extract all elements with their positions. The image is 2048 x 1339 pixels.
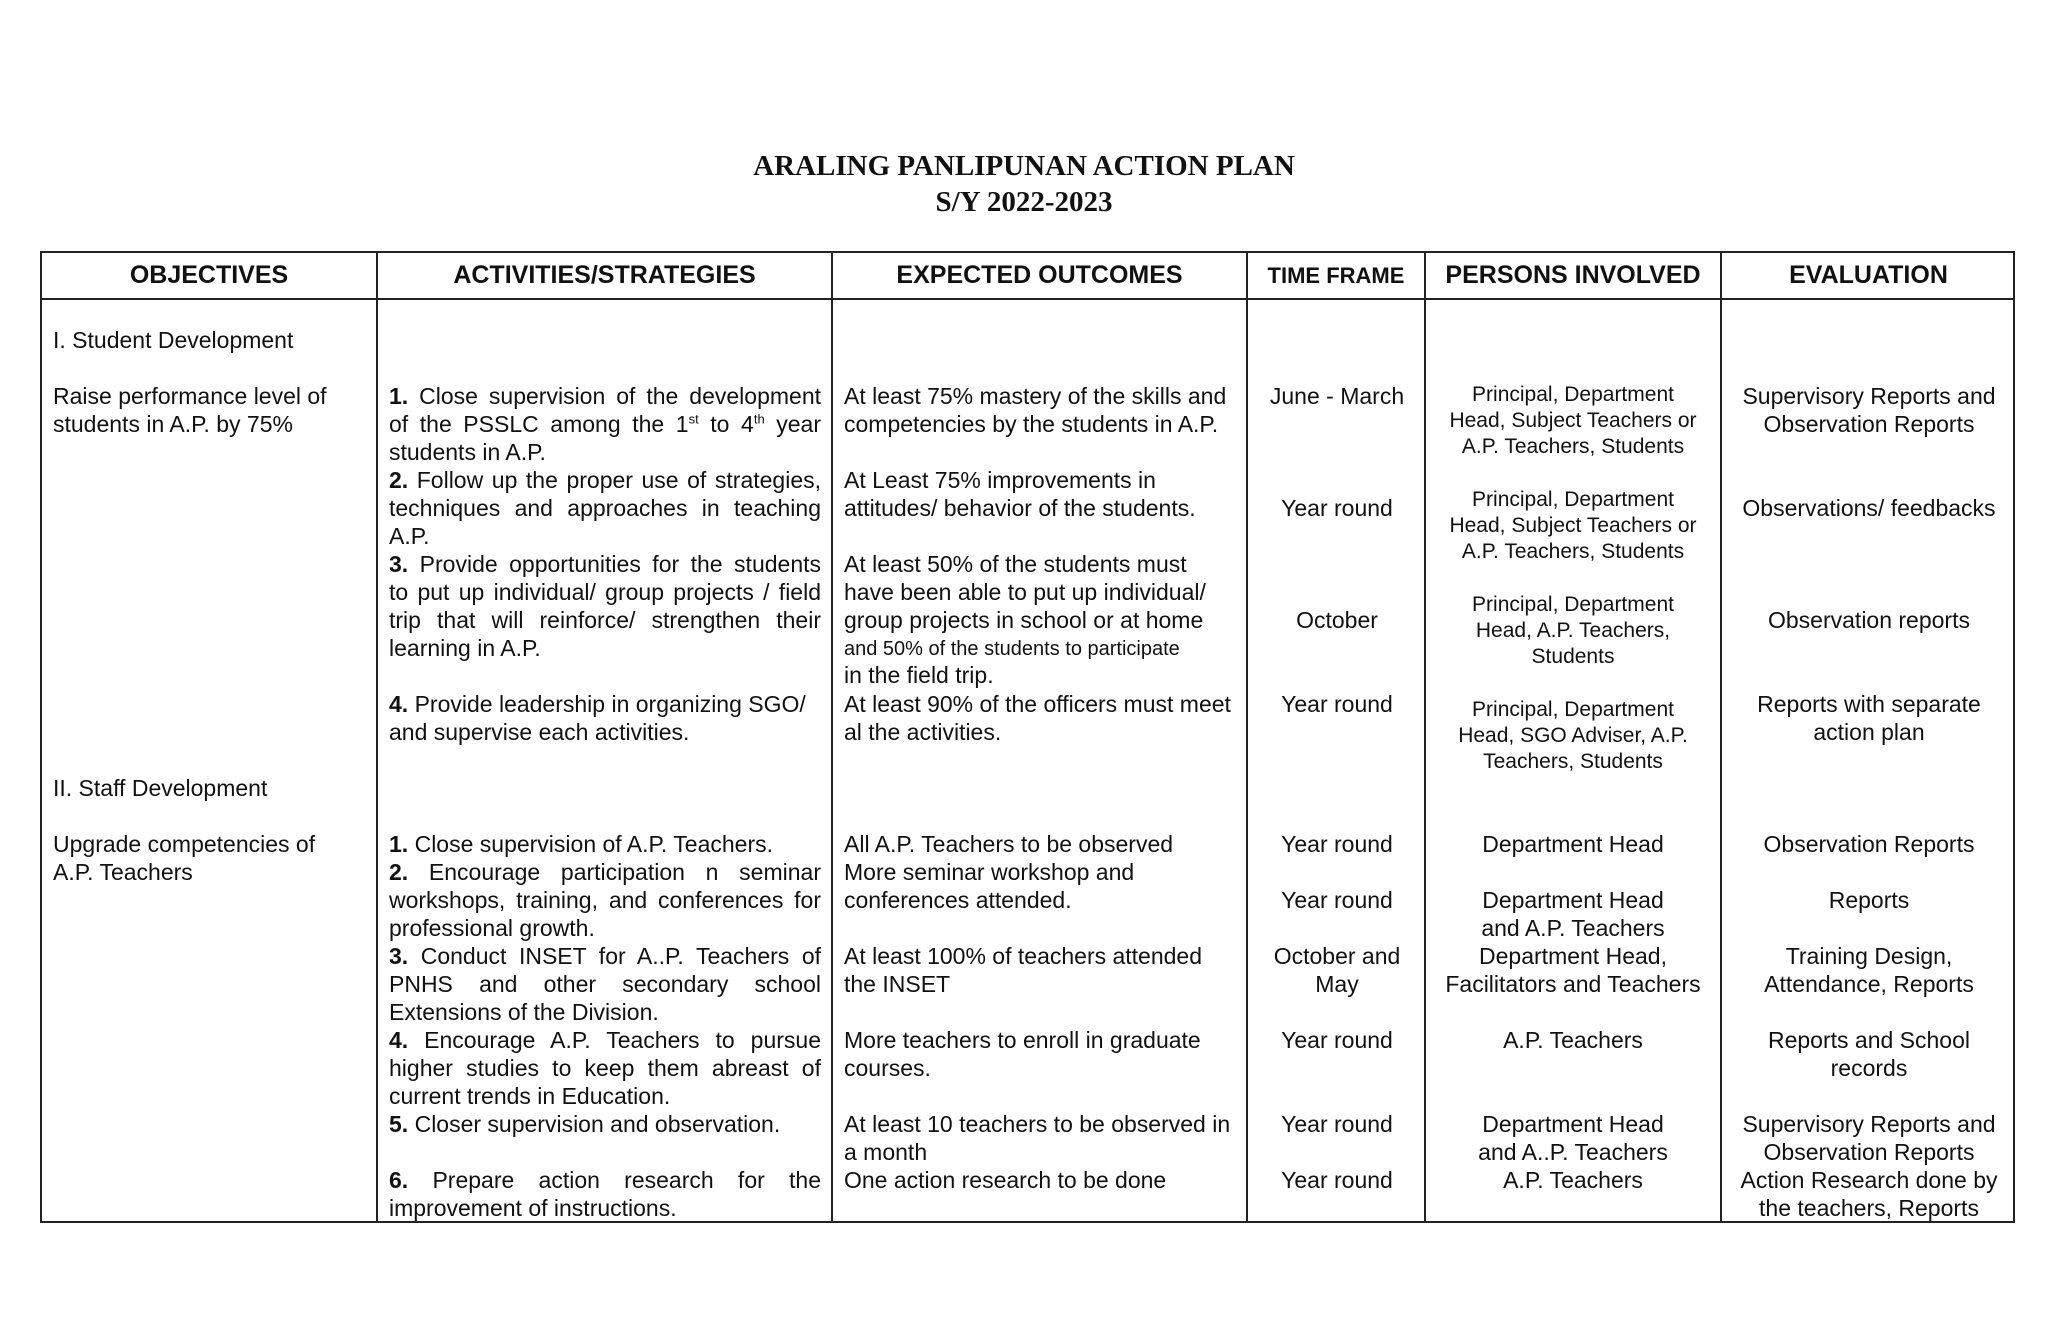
time-frame: Year round bbox=[1281, 1111, 1393, 1137]
activity-item: 1. Close supervision of A.P. Teachers. bbox=[389, 831, 773, 857]
outcome-item: in the field trip. bbox=[844, 662, 994, 688]
persons-involved: Principal, Department Head, Subject Teachers or A.P. Teachers, Students bbox=[1449, 383, 1697, 458]
activity-item: 5. Closer supervision and observation. bbox=[389, 1111, 781, 1137]
persons-involved: Principal, Department Head, SGO Adviser, A.P. Teachers, Students bbox=[1458, 698, 1688, 773]
time-frame: October and May bbox=[1273, 943, 1401, 997]
outcome-item: One action research to be done bbox=[844, 1167, 1167, 1193]
evaluation-item: Supervisory Reports and Observation Reports bbox=[1742, 1111, 1996, 1165]
evaluation-item: Observation Reports bbox=[1763, 831, 1975, 857]
column-divider bbox=[831, 253, 833, 1221]
persons-involved: Principal, Department Head, A.P. Teachers, Students bbox=[1472, 593, 1674, 668]
persons-involved: A.P. Teachers bbox=[1503, 1027, 1643, 1053]
section-heading-student: I. Student Development bbox=[53, 327, 294, 353]
outcome-item: At least 100% of teachers attended the INSET bbox=[844, 943, 1203, 997]
column-divider bbox=[1424, 253, 1426, 1221]
evaluation-item: Reports and School records bbox=[1767, 1027, 1970, 1081]
outcome-item: At least 75% mastery of the skills and competencies by the students in A.P. bbox=[844, 383, 1227, 437]
outcome-item: All A.P. Teachers to be observed bbox=[844, 831, 1174, 857]
activity-item: 3. Provide opportunities for the students to put up individual/ group projects / field trip that will reinforce/ strengthen their learning in A.P. bbox=[389, 551, 822, 661]
persons-involved: Department Head, Facilitators and Teachers bbox=[1445, 943, 1701, 997]
time-frame: Year round bbox=[1281, 495, 1393, 521]
outcome-item: At least 50% of the students must have been able to put up individual/ group projects in school or at home bbox=[844, 551, 1206, 633]
evaluation-item: Observation reports bbox=[1768, 607, 1970, 633]
evaluation-item: Action Research done by the teachers, Reports bbox=[1740, 1167, 1998, 1221]
activity-item: 4. Encourage A.P. Teachers to pursue higher studies to keep them abreast of current trends in Education. bbox=[389, 1027, 821, 1109]
activity-item: 6. Prepare action research for the improvement of instructions. bbox=[389, 1167, 821, 1221]
evaluation-item: Reports with separate action plan bbox=[1757, 691, 1981, 745]
outcome-item: More seminar workshop and conferences attended. bbox=[844, 859, 1135, 913]
objective-student: Raise performance level of students in A.P. by 75% bbox=[53, 383, 327, 437]
outcome-item: and 50% of the students to participate bbox=[844, 638, 1180, 660]
outcome-item: At Least 75% improvements in attitudes/ behavior of the students. bbox=[844, 467, 1196, 521]
activity-item: 3. Conduct INSET for A..P. Teachers of PNHS and other secondary school Extensions of the Division. bbox=[389, 943, 821, 1025]
outcome-item: At least 10 teachers to be observed in a month bbox=[844, 1111, 1231, 1165]
persons-involved: Department Head and A..P. Teachers bbox=[1478, 1111, 1668, 1165]
persons-involved: A.P. Teachers bbox=[1503, 1167, 1643, 1193]
column-divider bbox=[1246, 253, 1248, 1221]
persons-involved: Department Head bbox=[1482, 831, 1664, 857]
persons-involved: Principal, Department Head, Subject Teachers or A.P. Teachers, Students bbox=[1449, 488, 1697, 563]
column-divider bbox=[376, 253, 378, 1221]
header-persons-involved: PERSONS INVOLVED bbox=[1445, 261, 1701, 289]
activity-item: 1. Close supervision of the development of the PSSLC among the 1st to 4th year students in A.P. bbox=[389, 383, 821, 465]
header-evaluation: EVALUATION bbox=[1789, 261, 1948, 289]
activity-item: 4. Provide leadership in organizing SGO/ and supervise each activities. bbox=[389, 691, 806, 745]
persons-involved: Department Head and A.P. Teachers bbox=[1481, 887, 1665, 941]
header-outcomes: EXPECTED OUTCOMES bbox=[896, 261, 1183, 289]
section-heading-staff: II. Staff Development bbox=[53, 775, 268, 801]
header-activities: ACTIVITIES/STRATEGIES bbox=[453, 261, 756, 289]
time-frame: Year round bbox=[1281, 691, 1393, 717]
activity-item: 2. Follow up the proper use of strategies, techniques and approaches in teaching A.P. bbox=[389, 467, 821, 549]
time-frame: Year round bbox=[1281, 1167, 1393, 1193]
evaluation-item: Supervisory Reports and Observation Reports bbox=[1742, 383, 1996, 437]
header-divider bbox=[42, 298, 2013, 300]
page-subtitle: S/Y 2022-2023 bbox=[935, 186, 1113, 218]
outcome-item: More teachers to enroll in graduate courses. bbox=[844, 1027, 1201, 1081]
evaluation-item: Reports bbox=[1828, 887, 1910, 913]
header-time-frame: TIME FRAME bbox=[1267, 263, 1405, 288]
time-frame: June - March bbox=[1269, 383, 1405, 409]
time-frame: October bbox=[1296, 607, 1378, 633]
action-plan-table bbox=[40, 251, 2015, 1223]
time-frame: Year round bbox=[1281, 1027, 1393, 1053]
outcome-item: At least 90% of the officers must meet al the activities. bbox=[844, 691, 1231, 745]
column-divider bbox=[1720, 253, 1722, 1221]
time-frame: Year round bbox=[1281, 887, 1393, 913]
evaluation-item: Observations/ feedbacks bbox=[1742, 495, 1996, 521]
time-frame: Year round bbox=[1281, 831, 1393, 857]
objective-staff: Upgrade competencies of A.P. Teachers bbox=[53, 831, 316, 885]
page-title: ARALING PANLIPUNAN ACTION PLAN bbox=[753, 150, 1295, 182]
header-objectives: OBJECTIVES bbox=[129, 261, 289, 289]
activity-item: 2. Encourage participation n seminar workshops, training, and conferences for professional growth. bbox=[389, 859, 821, 941]
evaluation-item: Training Design, Attendance, Reports bbox=[1764, 943, 1974, 997]
